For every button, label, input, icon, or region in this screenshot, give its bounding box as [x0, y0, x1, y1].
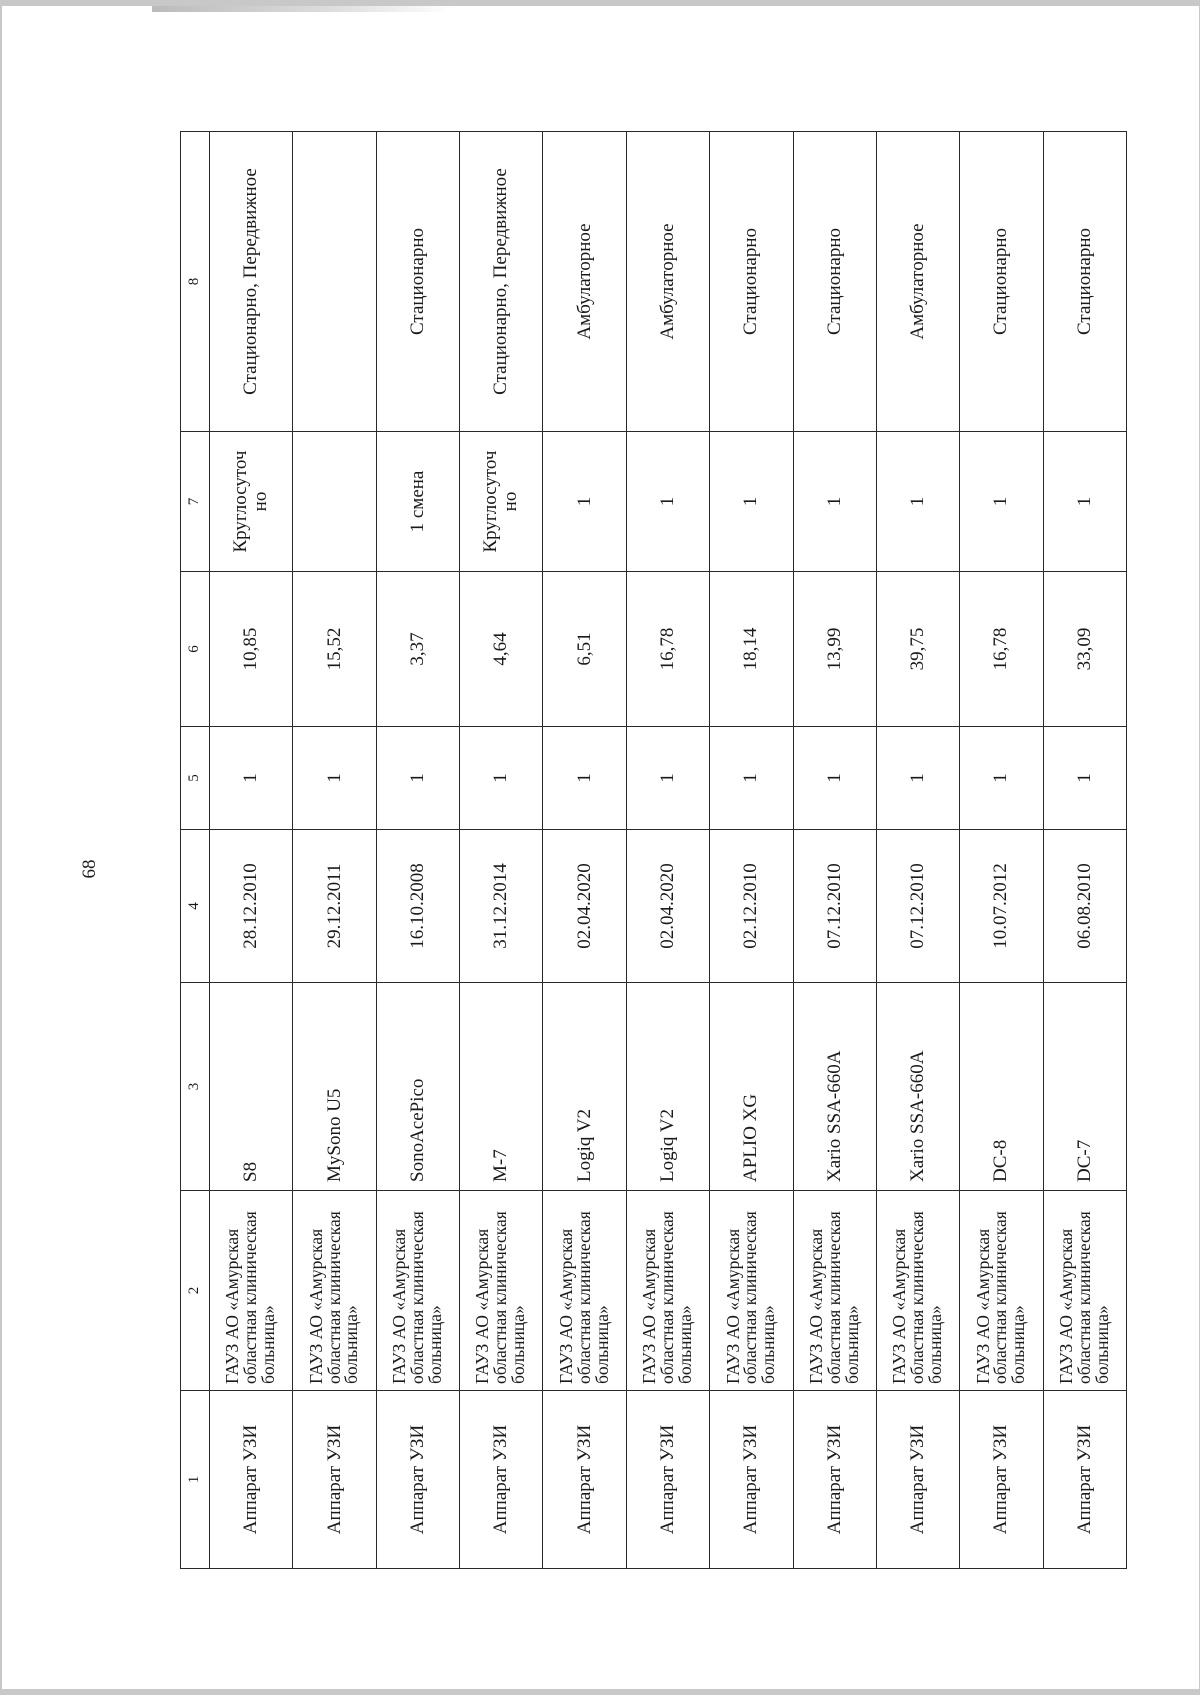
table-cell-col-7: [293, 432, 376, 572]
table-cell-col-8: Амбулаторное: [626, 132, 709, 432]
table-cell-col-6: 39,75: [876, 572, 959, 727]
table-cell-col-8: Стационарно, Передвижное: [460, 132, 543, 432]
table-cell-col-2: ГАУЗ АО «Амурская областная клиническая больница»: [626, 1191, 709, 1391]
table-cell-col-3: SonoAcePico: [376, 983, 459, 1191]
table-body: [210, 132, 1127, 1569]
table-cell-col-1: Аппарат УЗИ: [710, 1391, 793, 1569]
table-cell-col-2: ГАУЗ АО «Амурская областная клиническая больница»: [1043, 1191, 1126, 1391]
table-cell-col-7: 1: [1043, 432, 1126, 572]
table-cell-col-7: 1: [543, 432, 626, 572]
table-cell-col-2: ГАУЗ АО «Амурская областная клиническая больница»: [960, 1191, 1043, 1391]
column-header-8: 8: [181, 132, 210, 432]
table-cell-col-3: MySono U5: [293, 983, 376, 1191]
table-cell-col-2: ГАУЗ АО «Амурская областная клиническая больница»: [376, 1191, 459, 1391]
table-cell-col-2: ГАУЗ АО «Амурская областная клиническая больница»: [876, 1191, 959, 1391]
table-row: [376, 132, 459, 1569]
table-cell-col-6: 10,85: [210, 572, 293, 727]
table-cell-col-1: Аппарат УЗИ: [793, 1391, 876, 1569]
table-cell-col-5: 1: [626, 727, 709, 830]
table-cell-col-3: Xario SSA-660A: [793, 983, 876, 1191]
table-cell-col-5: 1: [210, 727, 293, 830]
table-cell-col-2: ГАУЗ АО «Амурская областная клиническая больница»: [543, 1191, 626, 1391]
table-cell-col-4: 02.04.2020: [543, 830, 626, 983]
table-cell-col-8: Стационарно: [960, 132, 1043, 432]
table-cell-col-7: 1: [710, 432, 793, 572]
table-cell-col-5: 1: [960, 727, 1043, 830]
table-cell-col-7: 1: [626, 432, 709, 572]
table-cell-col-4: 10.07.2012: [960, 830, 1043, 983]
table-cell-col-3: S8: [210, 983, 293, 1191]
table-cell-col-5: 1: [376, 727, 459, 830]
table-cell-col-6: 16,78: [960, 572, 1043, 727]
column-header-3: 3: [181, 983, 210, 1191]
column-header-6: 6: [181, 572, 210, 727]
table-cell-col-4: 16.10.2008: [376, 830, 459, 983]
table-row: [710, 132, 793, 1569]
table-cell-col-2: ГАУЗ АО «Амурская областная клиническая больница»: [793, 1191, 876, 1391]
table-cell-col-1: Аппарат УЗИ: [960, 1391, 1043, 1569]
table-cell-col-3: APLIO XG: [710, 983, 793, 1191]
table-cell-col-6: 3,37: [376, 572, 459, 727]
table-cell-col-1: Аппарат УЗИ: [1043, 1391, 1126, 1569]
table-cell-col-7: 1: [793, 432, 876, 572]
table-cell-col-8: Амбулаторное: [543, 132, 626, 432]
column-header-1: 1: [181, 1391, 210, 1569]
table-cell-col-1: Аппарат УЗИ: [626, 1391, 709, 1569]
table-cell-col-3: Xario SSA-660A: [876, 983, 959, 1191]
table-cell-col-6: 33,09: [1043, 572, 1126, 727]
table-cell-col-4: 06.08.2010: [1043, 830, 1126, 983]
table-cell-col-2: ГАУЗ АО «Амурская областная клиническая больница»: [710, 1191, 793, 1391]
table-cell-col-5: 1: [1043, 727, 1126, 830]
table-cell-col-7: 1: [960, 432, 1043, 572]
table-cell-col-3: DC-8: [960, 983, 1043, 1191]
table-cell-col-7: 1: [876, 432, 959, 572]
table-cell-col-1: Аппарат УЗИ: [876, 1391, 959, 1569]
table-cell-col-8: Амбулаторное: [876, 132, 959, 432]
table-cell-col-1: Аппарат УЗИ: [210, 1391, 293, 1569]
table-cell-col-1: Аппарат УЗИ: [293, 1391, 376, 1569]
table-cell-col-1: Аппарат УЗИ: [460, 1391, 543, 1569]
table-cell-col-5: 1: [543, 727, 626, 830]
equipment-table: [180, 131, 1127, 1569]
table-cell-col-8: Стационарно, Передвижное: [210, 132, 293, 432]
table-cell-col-1: Аппарат УЗИ: [543, 1391, 626, 1569]
table-cell-col-8: Стационарно: [710, 132, 793, 432]
table-cell-col-3: Logiq V2: [626, 983, 709, 1191]
column-header-7: 7: [181, 432, 210, 572]
table-row: [876, 132, 959, 1569]
table-row: [293, 132, 376, 1569]
table-cell-col-5: 1: [460, 727, 543, 830]
table-cell-col-4: 31.12.2014: [460, 830, 543, 983]
table-cell-col-6: 16,78: [626, 572, 709, 727]
column-header-2: 2: [181, 1191, 210, 1391]
table-cell-col-6: 4,64: [460, 572, 543, 727]
table-cell-col-7: 1 смена: [376, 432, 459, 572]
column-header-5: 5: [181, 727, 210, 830]
table-cell-col-8: Стационарно: [1043, 132, 1126, 432]
table-cell-col-4: 28.12.2010: [210, 830, 293, 983]
rotated-table-container: [180, 132, 1127, 1569]
table-cell-col-1: Аппарат УЗИ: [376, 1391, 459, 1569]
table-cell-col-3: M-7: [460, 983, 543, 1191]
scan-artifact: [152, 6, 452, 12]
table-cell-col-8: Стационарно: [376, 132, 459, 432]
document-page: [2, 6, 1199, 1689]
table-cell-col-4: 07.12.2010: [876, 830, 959, 983]
table-header-row: [181, 132, 210, 1569]
table-row: [793, 132, 876, 1569]
column-header-4: 4: [181, 830, 210, 983]
table-cell-col-7: Круглосуточ но: [460, 432, 543, 572]
table-cell-col-2: ГАУЗ АО «Амурская областная клиническая больница»: [460, 1191, 543, 1391]
table-cell-col-4: 29.12.2011: [293, 830, 376, 983]
table-cell-col-5: 1: [710, 727, 793, 830]
table-row: [210, 132, 293, 1569]
table-cell-col-5: 1: [793, 727, 876, 830]
table-cell-col-4: 02.12.2010: [710, 830, 793, 983]
table-row: [460, 132, 543, 1569]
table-cell-col-3: DC-7: [1043, 983, 1126, 1191]
table-cell-col-5: 1: [876, 727, 959, 830]
table-row: [543, 132, 626, 1569]
table-cell-col-3: Logiq V2: [543, 983, 626, 1191]
table-cell-col-8: Стационарно: [793, 132, 876, 432]
table-cell-col-4: 07.12.2010: [793, 830, 876, 983]
table-cell-col-6: 15,52: [293, 572, 376, 727]
table-cell-col-4: 02.04.2020: [626, 830, 709, 983]
table-cell-col-2: ГАУЗ АО «Амурская областная клиническая больница»: [293, 1191, 376, 1391]
table-cell-col-6: 6,51: [543, 572, 626, 727]
page-number: 68: [79, 859, 100, 879]
table-row: [1043, 132, 1126, 1569]
table-cell-col-6: 18,14: [710, 572, 793, 727]
table-cell-col-6: 13,99: [793, 572, 876, 727]
table-cell-col-5: 1: [293, 727, 376, 830]
table-cell-col-7: Круглосуточ но: [210, 432, 293, 572]
table-row: [626, 132, 709, 1569]
table-cell-col-8: [293, 132, 376, 432]
table-row: [960, 132, 1043, 1569]
table-cell-col-2: ГАУЗ АО «Амурская областная клиническая больница»: [210, 1191, 293, 1391]
